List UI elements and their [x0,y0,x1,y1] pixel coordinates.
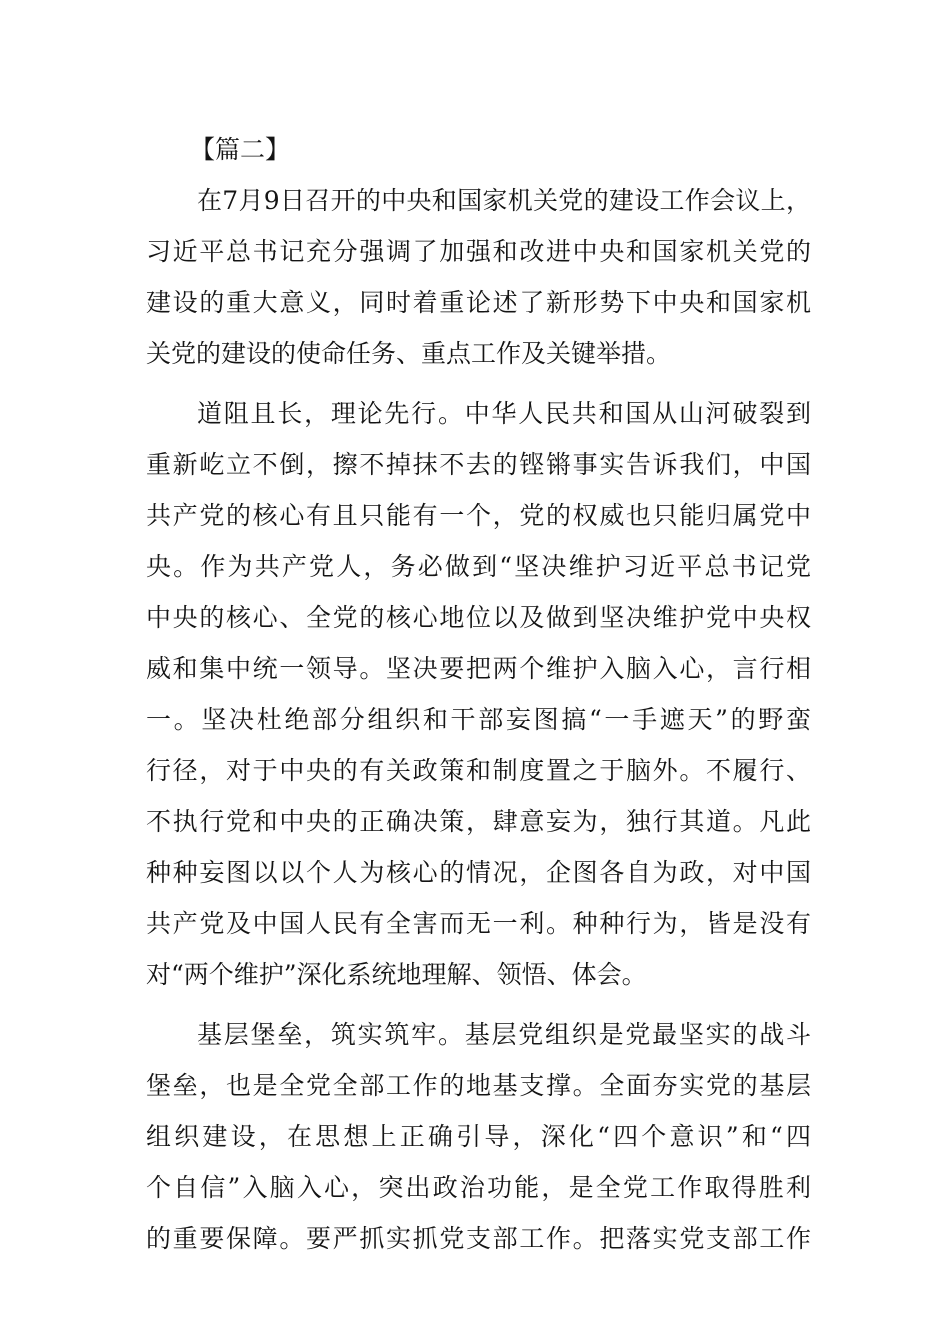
paragraph-line: 重新屹立不倒，擦不掉抹不去的铿锵事实告诉我们，中国 [146,450,811,479]
paragraph-gap [146,1000,811,1009]
paragraph-line: 共产党的核心有且只能有一个，党的权威也只能归属党中 [146,501,811,530]
paragraph-line: 建设的重大意义，同时着重论述了新形势下中央和国家机 [146,288,811,317]
paragraph-line: 行径，对于中央的有关政策和制度置之于脑外。不履行、 [146,756,811,785]
paragraph-line: 对“两个维护”深化系统地理解、领悟、体会。 [146,960,647,989]
paragraph-line: 堡垒，也是全党全部工作的地基支撑。全面夯实党的基层 [146,1071,811,1100]
document-body [146,124,811,1264]
paragraph-line: 习近平总书记充分强调了加强和改进中央和国家机关党的 [146,237,811,266]
paragraph-line: 在7月9日召开的中央和国家机关党的建设工作会议上， [197,186,811,215]
paragraph-line: 一。坚决杜绝部分组织和干部妄图搞“一手遮天”的野蛮 [146,705,811,734]
paragraph-line: 基层堡垒，筑实筑牢。基层党组织是党最坚实的战斗 [197,1020,811,1049]
paragraph-line: 种种妄图以以个人为核心的情况，企图各自为政，对中国 [146,858,811,887]
paragraph-line: 道阻且长，理论先行。中华人民共和国从山河破裂到 [197,399,811,428]
paragraph-2 [146,388,811,1000]
paragraph-1 [146,175,811,379]
paragraph-line: 央。作为共产党人，务必做到“坚决维护习近平总书记党 [146,552,811,581]
paragraph-3 [146,1009,811,1264]
paragraph-line: 关党的建设的使命任务、重点工作及关键举措。 [146,339,672,368]
paragraph-line: 组织建设，在思想上正确引导，深化“四个意识”和“四 [146,1122,811,1151]
paragraph-line: 威和集中统一领导。坚决要把两个维护入脑入心，言行相 [146,654,811,683]
paragraph-line: 共产党及中国人民有全害而无一利。种种行为，皆是没有 [146,909,811,938]
paragraph-gap [146,379,811,388]
paragraph-line: 个自信”入脑入心，突出政治功能，是全党工作取得胜利 [146,1173,811,1202]
section-heading: 【篇二】 [190,135,291,164]
paragraph-line: 不执行党和中央的正确决策，肆意妄为，独行其道。凡此 [146,807,811,836]
paragraph-line: 中央的核心、全党的核心地位以及做到坚决维护党中央权 [146,603,811,632]
paragraph-line: 的重要保障。要严抓实抓党支部工作。把落实党支部工作 [146,1224,811,1253]
